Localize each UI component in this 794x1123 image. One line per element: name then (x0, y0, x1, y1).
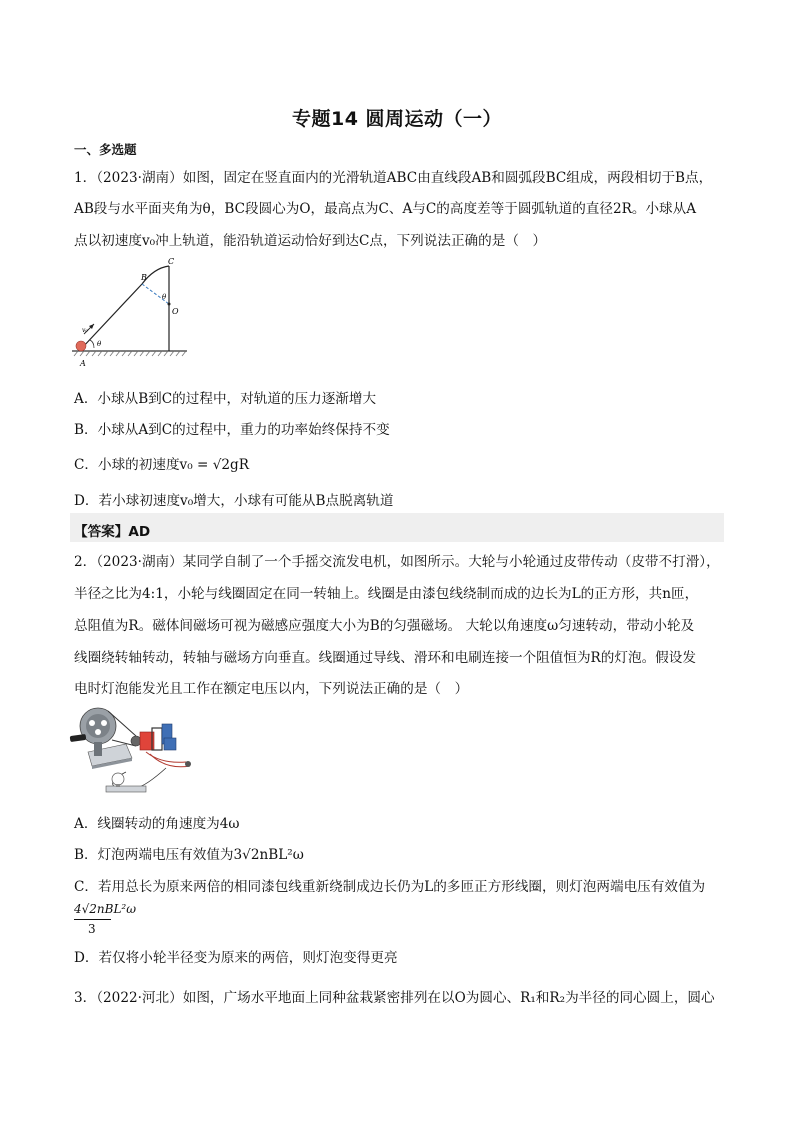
q1-stem-line-2: AB段与水平面夹角为θ，BC段圆心为O，最高点为C、A与C的高度差等于圆弧轨道的直径2R。小球从A (74, 201, 697, 217)
q2-option-c: C．若用总长为原来两倍的相同漆包线重新绕制成边长仍为L的多匝正方形线圈，则灯泡两端电压有效值为 (74, 879, 706, 895)
q1-option-d: D．若小球初速度v₀增大，小球有可能从B点脱离轨道 (74, 493, 394, 509)
q2-stem-line-2: 半径之比为4:1，小轮与线圈固定在同一转轴上。线圈是由漆包线绕制而成的边长为L的正方形，共n匝， (74, 586, 699, 602)
q1-option-b: B．小球从A到C的过程中，重力的功率始终保持不变 (74, 422, 390, 438)
fraction-bar (74, 919, 111, 920)
q1-stem-line-3: 点以初速度v₀冲上轨道，能沿轨道运动恰好到达C点，下列说法正确的是（ ） (74, 233, 547, 249)
q2-option-c-denominator: 3 (88, 922, 96, 936)
q1-track-figure (72, 256, 197, 370)
q3-stem-line-1: 3．（2022·河北）如图，广场水平地面上同种盆栽紧密排列在以O为圆心、R₁和R₂为半径的同心圆上，圆心 (74, 990, 715, 1006)
q2-stem-line-3: 总阻值为R。磁体间磁场可视为磁感应强度大小为B的匀强磁场。 大轮以角速度ω匀速转动，带动小轮及 (74, 618, 695, 634)
q2-option-c-numerator: 4√2nBL²ω (74, 902, 137, 916)
label-theta-top: θ (162, 293, 167, 301)
q2-stem-line-1: 2．（2023·湖南）某同学自制了一个手摇交流发电机，如图所示。大轮与小轮通过皮带传动（皮带不打滑）， (74, 554, 720, 570)
label-theta: θ (97, 340, 102, 348)
section-heading: 一、多选题 (74, 142, 137, 157)
label-B: B (141, 273, 147, 282)
label-O: O (172, 307, 179, 316)
q1-option-c: C．小球的初速度v₀ = √2gR (74, 457, 249, 473)
page-title: 专题14 圆周运动（一） (291, 108, 503, 130)
q2-option-b: B．灯泡两端电压有效值为3√2nBL²ω (74, 847, 304, 863)
q2-stem-line-5: 电时灯泡能发光且工作在额定电压以内，下列说法正确的是（ ） (74, 681, 469, 697)
q1-answer: 【答案】AD (74, 524, 151, 540)
ball-icon (76, 341, 86, 351)
label-C: C (168, 257, 175, 266)
answer-box (70, 513, 724, 542)
lamp-icon (112, 773, 124, 785)
label-A: A (80, 359, 86, 368)
q2-generator-figure (66, 702, 204, 798)
label-v0: v₀ (82, 327, 88, 334)
q2-option-d: D．若仅将小轮半径变为原来的两倍，则灯泡变得更亮 (74, 950, 398, 966)
q2-stem-line-4: 线圈绕转轴转动，转轴与磁场方向垂直。线圈通过导线、滑环和电刷连接一个阻值恒为R的灯泡。假设发 (74, 650, 696, 666)
q2-option-a: A．线圈转动的角速度为4ω (74, 816, 240, 832)
q1-stem-line-1: 1．（2023·湖南）如图，固定在竖直面内的光滑轨道ABC由直线段AB和圆弧段BC组成，两段相切于B点， (74, 170, 713, 186)
q1-option-a: A．小球从B到C的过程中，对轨道的压力逐渐增大 (74, 391, 377, 407)
